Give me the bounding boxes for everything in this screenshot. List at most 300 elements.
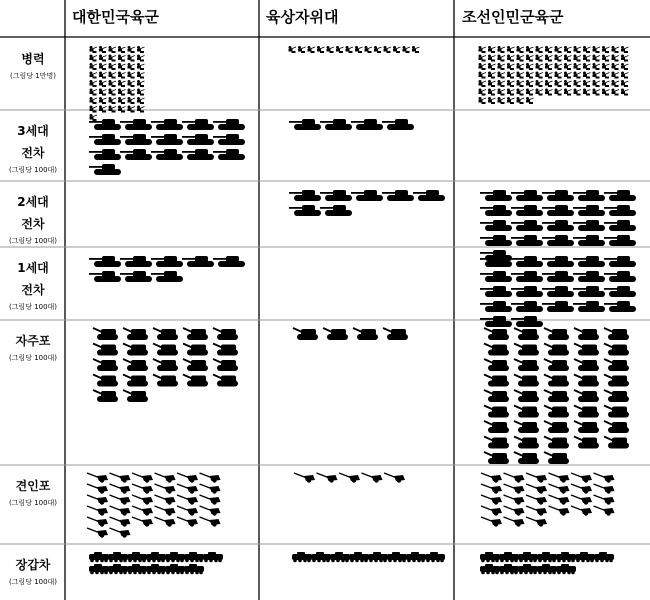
self-propelled-gun-icon [574, 421, 599, 433]
soldier-icon [593, 46, 601, 53]
self-propelled-gun-icon [514, 375, 539, 387]
soldier-icon [593, 89, 601, 96]
soldier-icon [545, 55, 553, 62]
soldier-icon [488, 46, 496, 53]
soldier-icon [498, 55, 506, 62]
tank-icon [320, 119, 352, 130]
soldier-icon [574, 80, 582, 87]
towed-gun-icon [87, 528, 108, 538]
tank-icon [542, 220, 574, 231]
soldier-icon [118, 97, 126, 104]
self-propelled-gun-icon [544, 375, 569, 387]
soldier-icon [526, 46, 534, 53]
self-propelled-gun-icon [544, 359, 569, 371]
tank-icon [413, 190, 445, 201]
armored-car-icon [556, 564, 576, 574]
soldier-icon [128, 46, 136, 53]
soldier-icon [564, 89, 572, 96]
soldier-icon [109, 89, 117, 96]
towed-gun-icon [155, 484, 176, 494]
self-propelled-gun-icon [574, 359, 599, 371]
tank-icon [511, 220, 543, 231]
soldier-icon [99, 55, 107, 62]
soldier-icon [118, 46, 126, 53]
soldier-icon [128, 106, 136, 113]
tank-icon [120, 149, 152, 160]
soldier-icon [90, 63, 98, 70]
self-propelled-gun-icon [574, 437, 599, 449]
self-propelled-gun-icon [514, 437, 539, 449]
tank-icon [542, 301, 574, 312]
tank-icon [182, 134, 214, 145]
soldier-icon [536, 89, 544, 96]
soldier-icon [317, 46, 325, 53]
soldier-icon [507, 55, 515, 62]
soldier-icon [526, 55, 534, 62]
soldier-icon [99, 72, 107, 79]
tank-icon [89, 256, 121, 267]
soldier-icon [99, 89, 107, 96]
soldier-icon [488, 72, 496, 79]
soldier-icon [90, 80, 98, 87]
row-label-4 [0, 257, 66, 313]
row-label-text: 전차 [21, 283, 45, 297]
self-propelled-gun-icon [153, 359, 178, 371]
soldier-icon [498, 89, 506, 96]
soldier-icon [526, 63, 534, 70]
soldier-icon [109, 46, 117, 53]
towed-gun-icon [317, 473, 338, 483]
soldier-icon [536, 55, 544, 62]
soldier-icon [355, 46, 363, 53]
tank-icon [151, 271, 183, 282]
soldier-icon [90, 55, 98, 62]
soldier-icon [564, 46, 572, 53]
self-propelled-gun-icon [123, 344, 148, 356]
soldier-icon [137, 55, 145, 62]
soldier-icon [593, 72, 601, 79]
tank-icon [542, 235, 574, 246]
towed-gun-icon [87, 517, 108, 527]
soldier-icon [137, 72, 145, 79]
towed-gun-icon [481, 506, 502, 516]
column-header-1: 대한민국육군 [72, 8, 159, 26]
towed-gun-icon [110, 506, 131, 516]
self-propelled-gun-icon [514, 359, 539, 371]
self-propelled-gun-icon [484, 390, 509, 402]
towed-gun-icon [481, 495, 502, 505]
towed-gun-icon [526, 473, 547, 483]
tank-icon [289, 190, 321, 201]
self-propelled-gun-icon [383, 328, 408, 340]
soldier-icon [90, 89, 98, 96]
soldier-icon [118, 63, 126, 70]
soldier-icon [488, 63, 496, 70]
soldier-icon [137, 63, 145, 70]
armored-car-icon [575, 552, 595, 562]
self-propelled-gun-icon [93, 390, 118, 402]
tank-icon [573, 271, 605, 282]
towed-gun-icon [571, 473, 592, 483]
soldier-icon [536, 80, 544, 87]
self-propelled-gun-icon [484, 437, 509, 449]
towed-gun-icon [132, 484, 153, 494]
tank-icon [213, 256, 245, 267]
tank-icon [573, 205, 605, 216]
self-propelled-gun-icon [514, 406, 539, 418]
soldier-icon [403, 46, 411, 53]
soldier-icon [555, 89, 563, 96]
soldier-icon [128, 97, 136, 104]
soldier-icon [545, 89, 553, 96]
towed-gun-icon [549, 484, 570, 494]
armored-car-icon [127, 552, 147, 562]
row-label-text: 1세대 [17, 261, 49, 275]
armored-car-icon [480, 564, 500, 574]
soldier-icon [507, 89, 515, 96]
armored-car-icon [108, 564, 128, 574]
row-label-7 [0, 554, 66, 588]
soldier-icon [365, 46, 373, 53]
towed-gun-icon [110, 528, 131, 538]
armored-car-icon [499, 552, 519, 562]
soldier-icon [536, 46, 544, 53]
soldier-icon [507, 80, 515, 87]
tank-icon [542, 190, 574, 201]
towed-gun-icon [481, 473, 502, 483]
towed-gun-icon [132, 473, 153, 483]
tank-icon [182, 149, 214, 160]
towed-gun-icon [155, 517, 176, 527]
towed-gun-icon [87, 473, 108, 483]
soldier-icon [109, 63, 117, 70]
soldier-icon [507, 72, 515, 79]
towed-gun-icon [549, 506, 570, 516]
towed-gun-icon [177, 473, 198, 483]
row-unit-text: (그림당 100대) [8, 578, 58, 586]
tank-icon [573, 256, 605, 267]
armored-car-icon [184, 552, 204, 562]
self-propelled-gun-icon [183, 328, 208, 340]
towed-gun-icon [110, 495, 131, 505]
soldier-icon [536, 63, 544, 70]
soldier-icon [621, 63, 629, 70]
tank-icon [604, 301, 636, 312]
soldier-icon [583, 55, 591, 62]
towed-gun-icon [200, 517, 221, 527]
tank-icon [480, 190, 512, 201]
towed-gun-icon [132, 495, 153, 505]
armored-car-icon [165, 564, 185, 574]
tank-icon [320, 205, 352, 216]
soldier-icon [602, 46, 610, 53]
soldier-icon [612, 55, 620, 62]
self-propelled-gun-icon [544, 452, 569, 464]
towed-gun-icon [177, 517, 198, 527]
armored-car-icon [146, 564, 166, 574]
self-propelled-gun-icon [604, 437, 629, 449]
self-propelled-gun-icon [544, 437, 569, 449]
soldier-icon [621, 89, 629, 96]
tank-icon [182, 119, 214, 130]
self-propelled-gun-icon [183, 375, 208, 387]
self-propelled-gun-icon [604, 375, 629, 387]
tank-icon [604, 220, 636, 231]
soldier-icon [574, 55, 582, 62]
soldier-icon [327, 46, 335, 53]
soldier-icon [128, 55, 136, 62]
soldier-icon [128, 63, 136, 70]
towed-gun-icon [132, 506, 153, 516]
tank-icon [480, 301, 512, 312]
towed-gun-icon [294, 473, 315, 483]
row-label-2 [0, 120, 66, 176]
row-unit-text: (그림당 100대) [8, 354, 58, 362]
soldier-icon [99, 63, 107, 70]
soldier-icon [109, 72, 117, 79]
soldier-icon [583, 46, 591, 53]
armored-car-icon [89, 552, 109, 562]
soldier-icon [545, 72, 553, 79]
soldier-icon [118, 106, 126, 113]
armored-car-icon [203, 552, 223, 562]
soldier-icon [536, 72, 544, 79]
tank-icon [542, 286, 574, 297]
soldier-icon [308, 46, 316, 53]
armored-car-icon [311, 552, 331, 562]
soldier-icon [90, 97, 98, 104]
self-propelled-gun-icon [484, 452, 509, 464]
soldier-icon [90, 46, 98, 53]
tank-icon [511, 205, 543, 216]
tank-icon [351, 119, 383, 130]
towed-gun-icon [200, 506, 221, 516]
self-propelled-gun-icon [574, 406, 599, 418]
self-propelled-gun-icon [544, 344, 569, 356]
self-propelled-gun-icon [604, 406, 629, 418]
self-propelled-gun-icon [604, 344, 629, 356]
soldier-icon [526, 80, 534, 87]
tank-icon [89, 134, 121, 145]
soldier-icon [593, 63, 601, 70]
tank-icon [511, 190, 543, 201]
tank-icon [573, 286, 605, 297]
towed-gun-icon [87, 506, 108, 516]
soldier-icon [128, 80, 136, 87]
tank-icon [120, 119, 152, 130]
self-propelled-gun-icon [544, 406, 569, 418]
soldier-icon [507, 63, 515, 70]
tank-icon [120, 256, 152, 267]
towed-gun-icon [110, 484, 131, 494]
self-propelled-gun-icon [484, 344, 509, 356]
soldier-icon [507, 46, 515, 53]
towed-gun-icon [200, 473, 221, 483]
self-propelled-gun-icon [323, 328, 348, 340]
soldier-icon [555, 80, 563, 87]
soldier-icon [602, 89, 610, 96]
self-propelled-gun-icon [123, 328, 148, 340]
self-propelled-gun-icon [514, 390, 539, 402]
soldier-icon [412, 46, 420, 53]
row-label-text: 3세대 [17, 124, 49, 138]
soldier-icon [564, 55, 572, 62]
towed-gun-icon [384, 473, 405, 483]
soldier-icon [526, 72, 534, 79]
towed-gun-icon [177, 495, 198, 505]
self-propelled-gun-icon [123, 390, 148, 402]
towed-gun-icon [110, 473, 131, 483]
tank-icon [480, 271, 512, 282]
towed-gun-icon [155, 473, 176, 483]
self-propelled-gun-icon [183, 359, 208, 371]
tank-icon [511, 256, 543, 267]
soldier-icon [393, 46, 401, 53]
tank-icon [382, 119, 414, 130]
soldier-icon [545, 80, 553, 87]
armored-car-icon [165, 552, 185, 562]
tank-icon [604, 271, 636, 282]
self-propelled-gun-icon [604, 390, 629, 402]
armored-car-icon [349, 552, 369, 562]
soldier-icon [555, 46, 563, 53]
self-propelled-gun-icon [153, 375, 178, 387]
soldier-icon [593, 80, 601, 87]
soldier-icon [555, 72, 563, 79]
soldier-icon [137, 89, 145, 96]
soldier-icon [99, 106, 107, 113]
tank-icon [120, 271, 152, 282]
tank-icon [542, 271, 574, 282]
row-unit-text: (그림당 1만명) [10, 72, 56, 80]
soldier-icon [583, 89, 591, 96]
tank-icon [213, 134, 245, 145]
soldier-icon [517, 55, 525, 62]
tank-icon [480, 220, 512, 231]
tank-icon [182, 256, 214, 267]
tank-icon [89, 149, 121, 160]
soldier-icon [621, 80, 629, 87]
armored-car-icon [425, 552, 445, 562]
self-propelled-gun-icon [514, 421, 539, 433]
tank-icon [120, 134, 152, 145]
tank-icon [573, 301, 605, 312]
armored-car-icon [518, 552, 538, 562]
row-unit-text: (그림당 100대) [8, 237, 58, 245]
tank-icon [511, 286, 543, 297]
soldier-icon [479, 63, 487, 70]
soldier-icon [498, 63, 506, 70]
self-propelled-gun-icon [93, 328, 118, 340]
soldier-icon [498, 80, 506, 87]
self-propelled-gun-icon [213, 328, 238, 340]
soldier-icon [517, 97, 525, 104]
row-label-text: 2세대 [17, 195, 49, 209]
tank-icon [511, 301, 543, 312]
towed-gun-icon [571, 495, 592, 505]
towed-gun-icon [571, 506, 592, 516]
tank-icon [289, 119, 321, 130]
soldier-icon [137, 46, 145, 53]
soldier-icon [109, 80, 117, 87]
armored-car-icon [292, 552, 312, 562]
armored-car-icon [368, 552, 388, 562]
soldier-icon [488, 55, 496, 62]
soldier-icon [564, 72, 572, 79]
soldier-icon [118, 55, 126, 62]
tank-icon [382, 190, 414, 201]
towed-gun-icon [504, 484, 525, 494]
armored-car-icon [537, 564, 557, 574]
soldier-icon [507, 97, 515, 104]
tank-icon [604, 190, 636, 201]
row-label-6 [0, 475, 66, 509]
towed-gun-icon [549, 495, 570, 505]
soldier-icon [498, 97, 506, 104]
soldier-icon [479, 89, 487, 96]
self-propelled-gun-icon [484, 328, 509, 340]
soldier-icon [602, 72, 610, 79]
tank-icon [573, 220, 605, 231]
soldier-icon [346, 46, 354, 53]
towed-gun-icon [549, 473, 570, 483]
soldier-icon [517, 72, 525, 79]
self-propelled-gun-icon [544, 421, 569, 433]
soldier-icon [621, 46, 629, 53]
armored-car-icon [499, 564, 519, 574]
soldier-icon [574, 72, 582, 79]
towed-gun-icon [526, 506, 547, 516]
towed-gun-icon [504, 473, 525, 483]
self-propelled-gun-icon [213, 359, 238, 371]
tank-icon [213, 119, 245, 130]
row-label-5 [0, 330, 66, 364]
tank-icon [604, 205, 636, 216]
towed-gun-icon [526, 517, 547, 527]
towed-gun-icon [526, 495, 547, 505]
soldier-icon [479, 55, 487, 62]
tank-icon [213, 149, 245, 160]
tank-icon [151, 149, 183, 160]
towed-gun-icon [504, 506, 525, 516]
soldier-icon [612, 46, 620, 53]
soldier-icon [488, 89, 496, 96]
towed-gun-icon [504, 495, 525, 505]
towed-gun-icon [571, 484, 592, 494]
self-propelled-gun-icon [484, 359, 509, 371]
soldier-icon [128, 72, 136, 79]
row-label-text: 병력 [21, 52, 45, 66]
soldier-icon [384, 46, 392, 53]
tank-icon [351, 190, 383, 201]
soldier-icon [118, 72, 126, 79]
self-propelled-gun-icon [93, 375, 118, 387]
self-propelled-gun-icon [484, 406, 509, 418]
row-unit-text: (그림당 100대) [8, 166, 58, 174]
armored-car-icon [127, 564, 147, 574]
soldier-icon [479, 80, 487, 87]
self-propelled-gun-icon [604, 328, 629, 340]
soldier-icon [90, 114, 98, 121]
soldier-icon [109, 55, 117, 62]
self-propelled-gun-icon [604, 421, 629, 433]
tank-icon [542, 256, 574, 267]
tank-icon [480, 316, 512, 327]
self-propelled-gun-icon [123, 375, 148, 387]
self-propelled-gun-icon [604, 359, 629, 371]
towed-gun-icon [155, 495, 176, 505]
soldier-icon [593, 55, 601, 62]
